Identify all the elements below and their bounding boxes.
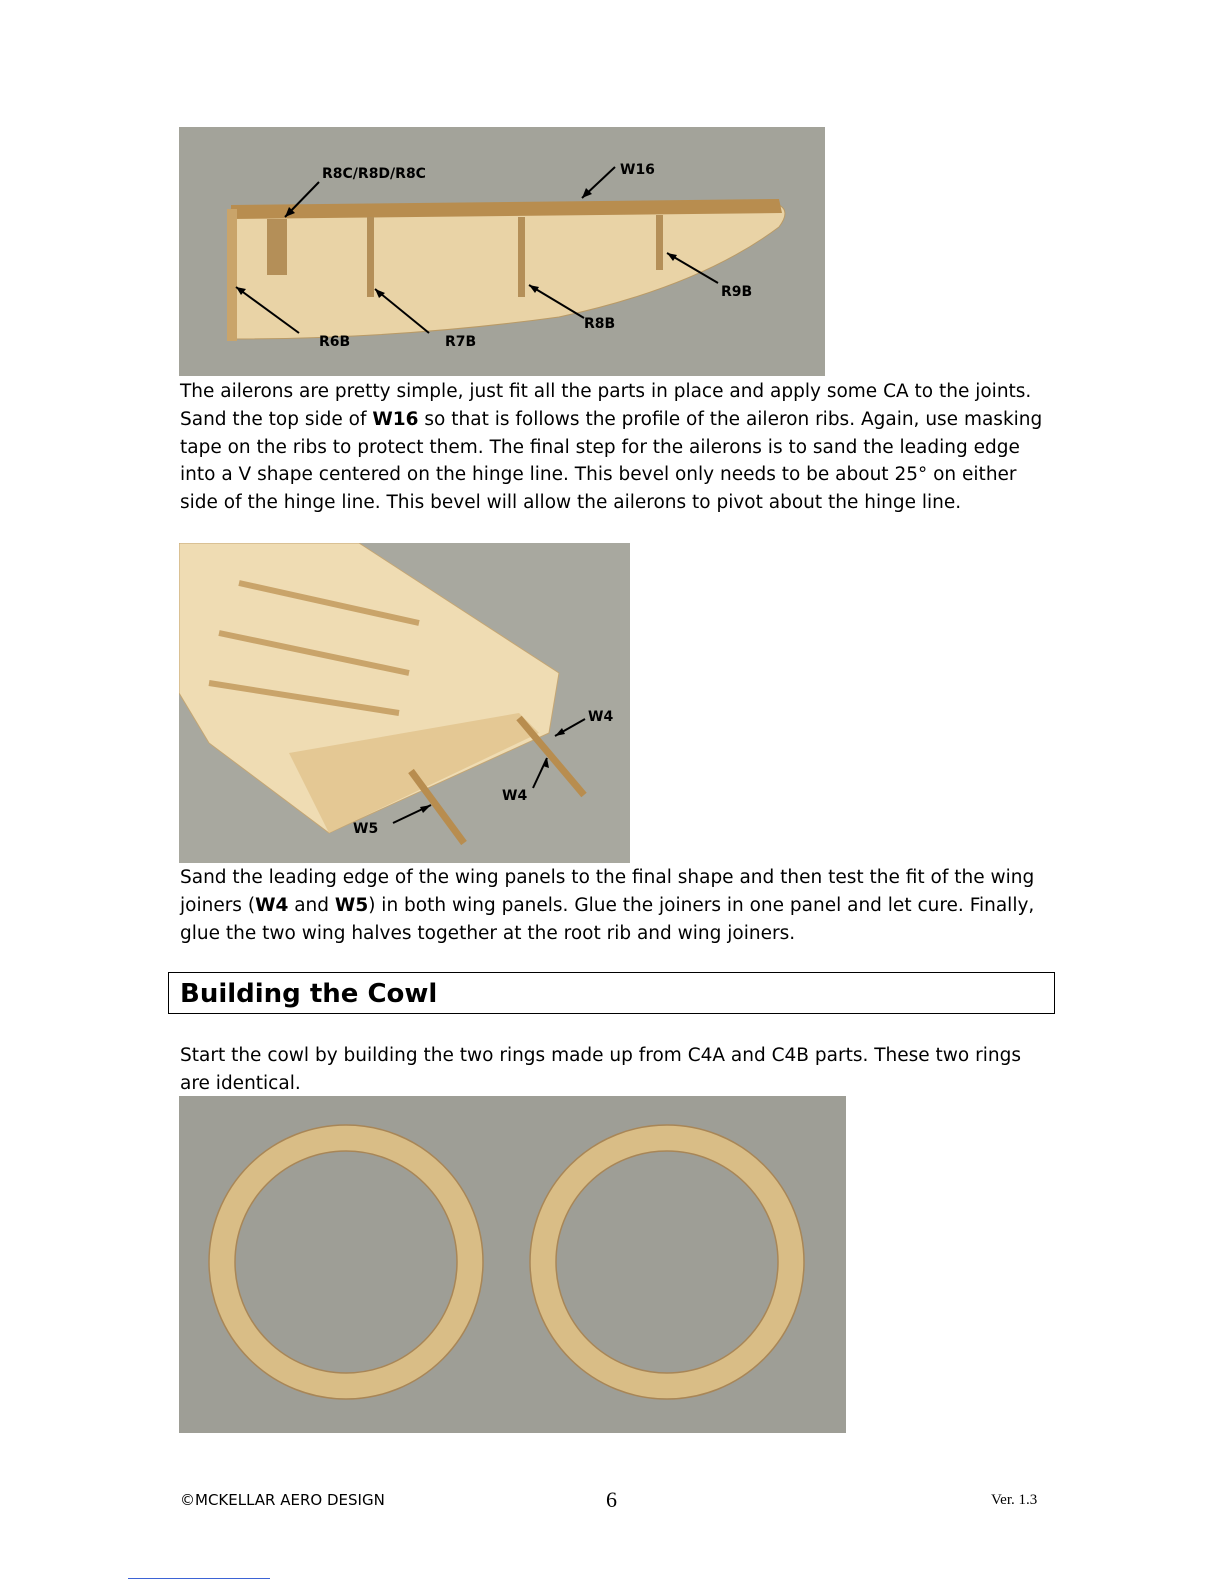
label-r8b: R8B bbox=[584, 316, 616, 332]
label-r8c: R8C/R8D/R8C bbox=[322, 166, 426, 182]
label-w16: W16 bbox=[620, 162, 655, 178]
footer-page-number: 6 bbox=[606, 1487, 617, 1512]
wing-joiners-photo bbox=[179, 543, 630, 863]
part-w16-bold: W16 bbox=[372, 408, 419, 430]
footer-version: Ver. 1.3 bbox=[991, 1492, 1038, 1508]
aileron-illustration bbox=[179, 127, 825, 376]
section-heading: Building the Cowl bbox=[180, 979, 438, 1009]
label-w4-top: W4 bbox=[588, 709, 614, 725]
label-r7b: R7B bbox=[445, 334, 477, 350]
paragraph-ailerons-text-1: The ailerons are pretty simple, just fit all the parts in place and apply some CA to the joints. Sand the top side of bbox=[180, 381, 1032, 430]
link-underline[interactable] bbox=[128, 1578, 270, 1579]
label-r9b: R9B bbox=[721, 284, 753, 300]
paragraph-joiners-text-2: and bbox=[288, 894, 335, 916]
wing-illustration bbox=[179, 543, 630, 863]
part-w4-bold: W4 bbox=[255, 894, 289, 916]
paragraph-ailerons bbox=[180, 378, 1050, 517]
footer-copyright: ©MCKELLAR AERO DESIGN bbox=[180, 1491, 385, 1509]
paragraph-joiners-text-1: Sand the leading edge of the wing panels to the final shape and then test the fit of the wing joiners ( bbox=[180, 867, 1035, 916]
paragraph-cowl: Start the cowl by building the two rings made up from C4A and C4B parts. These two rings are identical. bbox=[180, 1045, 1021, 1094]
paragraph-joiners-text-3: ) in both wing panels. Glue the joiners in one panel and let cure. Finally, glue the two wing halves together at the root rib and wing joiners. bbox=[180, 894, 1035, 944]
label-w5: W5 bbox=[353, 821, 379, 837]
paragraph-wing-joiners bbox=[180, 864, 1050, 947]
paragraph-ailerons-text-2: so that is follows the profile of the aileron ribs. Again, use masking tape on the ribs to protect them. The final step for the ailerons is to sand the leading edge into a V shape centered on the hinge line. This bevel only needs to be about 25° on either side of the hinge line. This bevel will allow the ailerons to pivot about the hinge line. bbox=[180, 408, 1043, 514]
label-r6b: R6B bbox=[319, 334, 351, 350]
label-w4-bottom: W4 bbox=[502, 788, 528, 804]
aileron-photo bbox=[179, 127, 825, 376]
section-heading-box bbox=[168, 972, 1055, 1014]
part-w5-bold: W5 bbox=[334, 894, 369, 916]
cowl-rings-photo bbox=[179, 1096, 846, 1433]
rings-illustration bbox=[179, 1096, 846, 1433]
